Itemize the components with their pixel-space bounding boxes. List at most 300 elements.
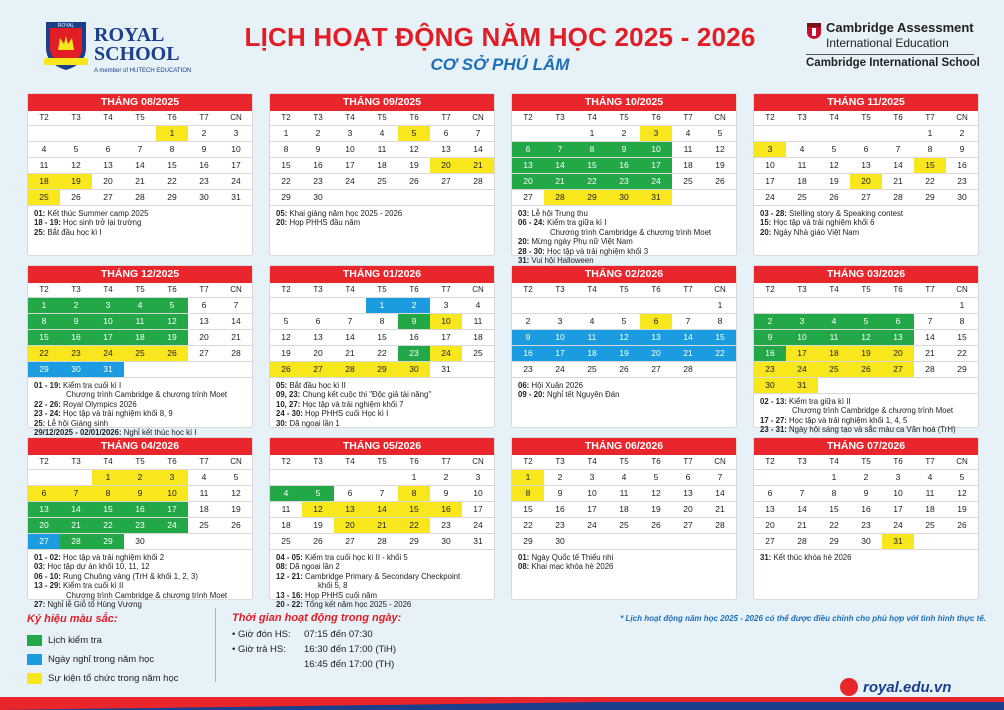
day-cell: 1 <box>92 469 124 485</box>
day-cell: 29 <box>398 533 430 549</box>
times-value: 16:30 đến 17:00 (TiH) <box>304 644 397 655</box>
day-cell: 7 <box>544 141 576 157</box>
day-cell: 3 <box>640 125 672 141</box>
note-date: 08: <box>518 562 532 572</box>
weekday-header: T6 <box>156 111 188 125</box>
day-cell: 28 <box>334 361 366 377</box>
note-line <box>276 381 488 391</box>
day-cell: 15 <box>576 157 608 173</box>
weekday-header: T4 <box>576 455 608 469</box>
day-cell: 28 <box>462 173 494 189</box>
day-cell: 30 <box>430 533 462 549</box>
day-cell: 25 <box>462 345 494 361</box>
empty-cell <box>544 125 576 141</box>
day-cell: 6 <box>754 485 786 501</box>
day-cell: 20 <box>882 345 914 361</box>
note-text: Ngày hội sáng tạo và sắc màu ca Văn hoá (TrH) <box>789 425 956 435</box>
note-text: Nghỉ lễ Giỗ tổ Hùng Vương <box>47 600 142 610</box>
day-cell: 23 <box>430 517 462 533</box>
empty-cell <box>914 377 946 393</box>
day-cell: 24 <box>576 517 608 533</box>
day-cell: 18 <box>462 329 494 345</box>
day-cell: 25 <box>270 533 302 549</box>
empty-cell <box>850 297 882 313</box>
empty-cell <box>640 297 672 313</box>
weekday-header: T7 <box>430 111 462 125</box>
note-date: 01 - 02: <box>34 552 64 562</box>
day-cell: 10 <box>334 141 366 157</box>
day-cell: 4 <box>786 141 818 157</box>
empty-cell <box>92 125 124 141</box>
note-date: 28 - 30: <box>518 246 548 256</box>
note-date: 18 - 19: <box>34 218 64 228</box>
logo-name-line2: SCHOOL <box>94 43 180 65</box>
day-cell: 6 <box>882 313 914 329</box>
day-cell: 20 <box>754 517 786 533</box>
day-cell: 5 <box>850 313 882 329</box>
month-notes <box>754 206 978 241</box>
weekday-header: T4 <box>334 455 366 469</box>
day-cell: 13 <box>640 329 672 345</box>
empty-cell <box>124 361 156 377</box>
empty-cell <box>608 297 640 313</box>
day-cell: 21 <box>882 173 914 189</box>
day-cell: 12 <box>302 501 334 517</box>
empty-cell <box>576 297 608 313</box>
note-line <box>34 228 246 238</box>
day-cell: 8 <box>156 141 188 157</box>
page-title: LỊCH HOẠT ĐỘNG NĂM HỌC 2025 - 2026 <box>244 22 756 52</box>
day-cell: 8 <box>512 485 544 501</box>
note-text: Lễ hội Trung thu <box>531 208 588 218</box>
weekday-header: T5 <box>608 111 640 125</box>
day-cell: 26 <box>608 361 640 377</box>
month-card <box>753 437 979 600</box>
day-cell: 7 <box>914 313 946 329</box>
day-cell: 31 <box>462 533 494 549</box>
note-text: khối 5, 8 <box>318 581 348 591</box>
day-cell: 3 <box>430 297 462 313</box>
day-cell: 7 <box>672 313 704 329</box>
day-cell: 13 <box>28 501 60 517</box>
day-cell: 30 <box>608 189 640 205</box>
day-cell: 5 <box>946 469 978 485</box>
day-cell: 19 <box>220 501 252 517</box>
weekday-header: T3 <box>60 455 92 469</box>
weekday-header: T4 <box>92 455 124 469</box>
note-text: Học tập và trải nghiệm khối 6 <box>773 218 875 228</box>
day-cell: 30 <box>60 361 92 377</box>
day-cell: 19 <box>946 501 978 517</box>
header <box>0 0 1004 90</box>
month-notes <box>754 394 978 438</box>
day-cell: 18 <box>576 345 608 361</box>
day-cell: 11 <box>124 313 156 329</box>
day-cell: 2 <box>946 125 978 141</box>
note-line <box>34 572 246 582</box>
note-line <box>760 209 972 219</box>
note-line <box>760 416 972 426</box>
day-cell: 28 <box>544 189 576 205</box>
day-cell: 11 <box>672 141 704 157</box>
day-cell: 17 <box>640 157 672 173</box>
day-cell: 24 <box>786 361 818 377</box>
month-notes <box>512 206 736 270</box>
weekday-header: T5 <box>124 111 156 125</box>
empty-cell <box>188 361 220 377</box>
day-cell: 22 <box>512 517 544 533</box>
day-cell: 20 <box>302 345 334 361</box>
day-cell: 26 <box>704 173 736 189</box>
day-cell: 21 <box>544 173 576 189</box>
note-line <box>34 419 246 429</box>
day-cell: 29 <box>818 533 850 549</box>
weekday-header: T4 <box>818 283 850 297</box>
month-table <box>270 455 494 550</box>
day-cell: 22 <box>946 345 978 361</box>
empty-cell <box>818 125 850 141</box>
day-cell: 27 <box>92 189 124 205</box>
day-cell: 10 <box>544 329 576 345</box>
weekday-header: T5 <box>124 455 156 469</box>
day-cell: 7 <box>366 485 398 501</box>
day-cell: 23 <box>302 173 334 189</box>
day-cell: 15 <box>946 329 978 345</box>
note-text: Hội Xuân 2026 <box>531 380 584 390</box>
day-cell: 4 <box>124 297 156 313</box>
day-cell: 11 <box>28 157 60 173</box>
day-cell: 31 <box>640 189 672 205</box>
day-cell: 9 <box>608 141 640 157</box>
weekday-header: T4 <box>818 455 850 469</box>
day-cell: 9 <box>512 329 544 345</box>
day-cell: 26 <box>270 361 302 377</box>
weekday-header: CN <box>704 111 736 125</box>
note-line <box>518 247 730 257</box>
day-cell: 9 <box>754 329 786 345</box>
day-cell: 6 <box>512 141 544 157</box>
day-cell: 1 <box>704 297 736 313</box>
day-cell: 19 <box>608 345 640 361</box>
shield-text: ROYAL <box>57 23 75 29</box>
note-date: 01: <box>34 208 48 218</box>
note-line <box>34 390 246 400</box>
note-text: Chung kết cuộc thi "Độc giả tài năng" <box>302 390 432 400</box>
weekday-header: T2 <box>270 283 302 297</box>
weekday-header: T7 <box>672 455 704 469</box>
note-date: 31: <box>518 256 532 266</box>
day-cell: 26 <box>946 517 978 533</box>
logo-name-line1: ROYAL <box>94 24 165 46</box>
day-cell: 21 <box>462 157 494 173</box>
empty-cell <box>430 189 462 205</box>
day-cell: 15 <box>92 501 124 517</box>
day-cell: 6 <box>302 313 334 329</box>
day-cell: 27 <box>754 533 786 549</box>
day-cell: 23 <box>608 173 640 189</box>
day-cell: 9 <box>398 313 430 329</box>
day-cell: 17 <box>220 157 252 173</box>
day-cell: 1 <box>914 125 946 141</box>
day-cell: 27 <box>672 517 704 533</box>
legend-label: Ngày nghỉ trong năm học <box>48 654 155 665</box>
day-cell: 17 <box>430 329 462 345</box>
day-cell: 12 <box>220 485 252 501</box>
day-cell: 24 <box>92 345 124 361</box>
note-text: Chương trình Cambridge & chương trình Moet <box>66 390 228 400</box>
day-cell: 14 <box>462 141 494 157</box>
day-cell: 11 <box>188 485 220 501</box>
day-cell: 3 <box>882 469 914 485</box>
note-date: 05: <box>276 380 290 390</box>
day-cell: 21 <box>220 329 252 345</box>
partner-line3: Cambridge International School <box>806 57 980 69</box>
empty-cell <box>914 533 946 549</box>
day-cell: 16 <box>188 157 220 173</box>
note-line <box>276 572 488 582</box>
empty-cell <box>544 297 576 313</box>
day-cell: 6 <box>850 141 882 157</box>
note-text: Học tập và trải nghiệm khối 2 <box>63 552 165 562</box>
weekday-header: T5 <box>608 283 640 297</box>
day-cell: 4 <box>188 469 220 485</box>
day-cell: 6 <box>640 313 672 329</box>
note-text: Kết thúc khóa hè 2026 <box>773 552 852 562</box>
note-line <box>34 581 246 591</box>
note-text: Dã ngoại lần 2 <box>289 562 340 572</box>
weekday-header: T5 <box>850 111 882 125</box>
empty-cell <box>188 533 220 549</box>
day-cell: 18 <box>786 173 818 189</box>
day-cell: 22 <box>704 345 736 361</box>
empty-cell <box>914 297 946 313</box>
note-date: 30: <box>276 418 290 428</box>
day-cell: 10 <box>640 141 672 157</box>
day-cell: 14 <box>914 329 946 345</box>
day-cell: 10 <box>754 157 786 173</box>
weekday-header: T7 <box>430 283 462 297</box>
day-cell: 23 <box>544 517 576 533</box>
day-cell: 17 <box>156 501 188 517</box>
day-cell: 12 <box>640 485 672 501</box>
day-cell: 2 <box>398 297 430 313</box>
legend-label: Lịch kiểm tra <box>48 635 102 646</box>
day-cell: 28 <box>704 517 736 533</box>
note-date: 15: <box>760 218 774 228</box>
note-line <box>518 381 730 391</box>
times-row <box>232 659 532 674</box>
footer-divider <box>215 608 216 682</box>
empty-cell <box>512 125 544 141</box>
empty-cell <box>334 189 366 205</box>
day-cell: 14 <box>882 157 914 173</box>
month-title: THÁNG 06/2026 <box>512 438 736 455</box>
day-cell: 5 <box>640 469 672 485</box>
note-text: Học tập và trải nghiệm khối 7 <box>302 399 404 409</box>
day-cell: 12 <box>818 157 850 173</box>
note-date: 25: <box>34 418 48 428</box>
note-text: Khai giảng năm học 2025 - 2026 <box>289 208 403 218</box>
partner-line1: Cambridge Assessment <box>826 20 974 35</box>
weekday-header: T3 <box>302 111 334 125</box>
day-cell: 13 <box>334 501 366 517</box>
day-cell: 19 <box>704 157 736 173</box>
day-cell: 16 <box>430 501 462 517</box>
weekday-header: T2 <box>754 283 786 297</box>
day-cell: 20 <box>92 173 124 189</box>
day-cell: 16 <box>60 329 92 345</box>
empty-cell <box>704 533 736 549</box>
weekday-header: T7 <box>914 455 946 469</box>
day-cell: 27 <box>512 189 544 205</box>
day-cell: 4 <box>914 469 946 485</box>
day-cell: 22 <box>156 173 188 189</box>
day-cell: 8 <box>366 313 398 329</box>
day-cell: 9 <box>124 485 156 501</box>
day-cell: 2 <box>608 125 640 141</box>
day-cell: 9 <box>430 485 462 501</box>
note-text: Kiểm tra cuối học kì II - khối 5 <box>305 552 408 562</box>
day-cell: 17 <box>92 329 124 345</box>
day-cell: 21 <box>60 517 92 533</box>
note-text: Cambridge Primary & Secondary Checkpoint <box>305 571 461 581</box>
day-cell: 18 <box>366 157 398 173</box>
day-cell: 21 <box>334 345 366 361</box>
times-row <box>232 629 532 644</box>
day-cell: 29 <box>512 533 544 549</box>
weekday-header: T6 <box>156 455 188 469</box>
note-line <box>518 390 730 400</box>
day-cell: 19 <box>270 345 302 361</box>
day-cell: 13 <box>850 157 882 173</box>
note-date: 13 - 16: <box>276 590 306 600</box>
note-line <box>518 553 730 563</box>
cambridge-logo[interactable] <box>806 20 986 72</box>
day-cell: 5 <box>608 313 640 329</box>
month-card <box>27 437 253 610</box>
note-line <box>34 218 246 228</box>
month-table <box>754 283 978 394</box>
day-cell: 28 <box>882 189 914 205</box>
day-cell: 21 <box>366 517 398 533</box>
weekday-header: T2 <box>270 111 302 125</box>
day-cell: 30 <box>850 533 882 549</box>
empty-cell <box>220 533 252 549</box>
weekday-header: CN <box>220 455 252 469</box>
empty-cell <box>270 469 302 485</box>
day-cell: 20 <box>512 173 544 189</box>
month-title: THÁNG 07/2026 <box>754 438 978 455</box>
empty-cell <box>60 125 92 141</box>
day-cell: 27 <box>640 361 672 377</box>
note-text: Học tập và trải nghiệm khối 1, 4, 5 <box>789 415 908 425</box>
day-cell: 22 <box>818 517 850 533</box>
empty-cell <box>462 189 494 205</box>
note-date: 08: <box>276 562 290 572</box>
weekday-header: T7 <box>914 111 946 125</box>
note-line <box>276 400 488 410</box>
weekday-header: CN <box>946 455 978 469</box>
day-cell: 25 <box>28 189 60 205</box>
day-cell: 26 <box>818 189 850 205</box>
day-cell: 28 <box>124 189 156 205</box>
day-cell: 13 <box>188 313 220 329</box>
note-text: Vui hội Halloween <box>531 256 594 266</box>
empty-cell <box>818 297 850 313</box>
weekday-header: T3 <box>786 283 818 297</box>
day-cell: 18 <box>914 501 946 517</box>
website-link[interactable] <box>840 678 951 696</box>
day-cell: 9 <box>188 141 220 157</box>
day-cell: 26 <box>302 533 334 549</box>
weekday-header: T3 <box>302 455 334 469</box>
weekday-header: T2 <box>512 111 544 125</box>
day-cell: 30 <box>544 533 576 549</box>
day-cell: 29 <box>366 361 398 377</box>
weekday-header: T5 <box>608 455 640 469</box>
day-cell: 5 <box>704 125 736 141</box>
day-cell: 15 <box>28 329 60 345</box>
day-cell: 29 <box>270 189 302 205</box>
day-cell: 18 <box>608 501 640 517</box>
month-notes <box>270 206 494 231</box>
note-line <box>276 209 488 219</box>
note-date: 20: <box>276 218 290 228</box>
day-cell: 9 <box>850 485 882 501</box>
day-cell: 11 <box>914 485 946 501</box>
times-value: 07:15 đến 07:30 <box>304 629 373 640</box>
note-text: Họp PHHS đầu năm <box>289 218 361 228</box>
note-date: 05: <box>276 208 290 218</box>
empty-cell <box>754 469 786 485</box>
month-title: THÁNG 03/2026 <box>754 266 978 283</box>
weekday-header: T6 <box>398 455 430 469</box>
day-cell: 28 <box>60 533 92 549</box>
day-cell: 7 <box>462 125 494 141</box>
day-cell: 22 <box>366 345 398 361</box>
note-line <box>518 228 730 238</box>
month-notes <box>28 378 252 442</box>
day-cell: 16 <box>850 501 882 517</box>
school-logo[interactable] <box>36 14 196 78</box>
note-line <box>276 562 488 572</box>
month-table <box>270 283 494 378</box>
day-cell: 25 <box>366 173 398 189</box>
note-date: 09, 23: <box>276 390 303 400</box>
note-text: Học tập dự án khối 10, 11, 12 <box>47 562 150 572</box>
day-cell: 15 <box>398 501 430 517</box>
note-line <box>34 409 246 419</box>
weekday-header: T3 <box>60 111 92 125</box>
day-cell: 4 <box>270 485 302 501</box>
day-cell: 2 <box>754 313 786 329</box>
month-card <box>269 93 495 256</box>
day-cell: 15 <box>818 501 850 517</box>
day-cell: 8 <box>914 141 946 157</box>
day-cell: 9 <box>302 141 334 157</box>
day-cell: 18 <box>124 329 156 345</box>
legend-label: Sự kiện tổ chức trong năm học <box>48 673 179 684</box>
day-cell: 13 <box>882 329 914 345</box>
weekday-header: T6 <box>882 455 914 469</box>
daily-times <box>232 612 532 674</box>
weekday-header: T5 <box>124 283 156 297</box>
weekday-header: CN <box>946 283 978 297</box>
day-cell: 10 <box>786 329 818 345</box>
day-cell: 20 <box>188 329 220 345</box>
day-cell: 8 <box>270 141 302 157</box>
day-cell: 8 <box>28 313 60 329</box>
